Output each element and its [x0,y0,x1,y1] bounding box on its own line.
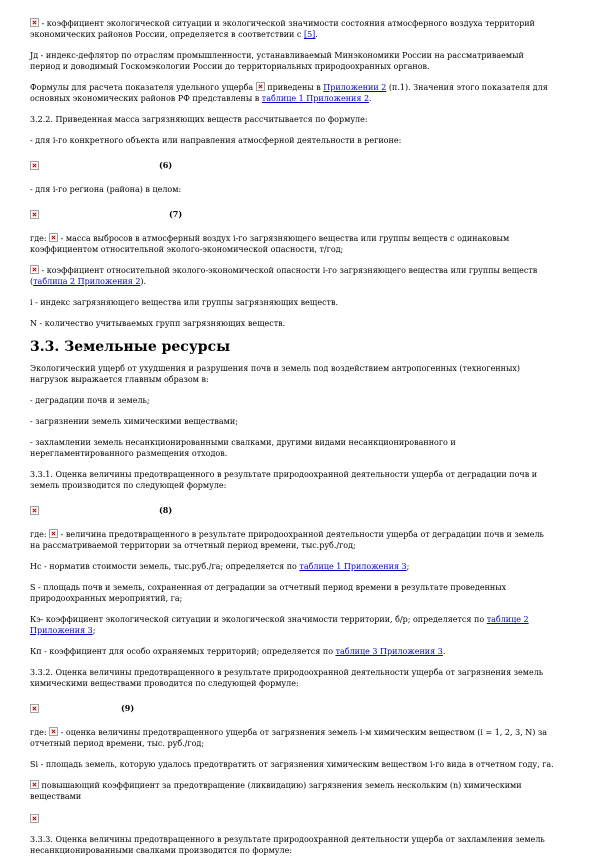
paragraph: S - площадь почв и земель, сохраненная от деградации за отчетный период времени в результате проведенных природоохранных мероприятий, га; [30,583,507,603]
broken-image-icon [30,265,39,274]
paragraph: 3.3.2. Оценка величины предотвращенного в результате природоохранной деятельности ущерба от загрязнения земель химическими веществами проводится по следующей формуле: [30,668,544,688]
paragraph: - коэффициент экологической ситуации и экологической значимости состояния атмосферного воздуха территорий экономических районов России, определяется в соответствии с [5]. [30,19,535,39]
paragraph: - для i-го конкретного объекта или направления атмосферной деятельности в регионе: [30,136,402,145]
table-1-appendix-3-link[interactable]: таблице 1 Приложения 3 [299,562,407,571]
section-heading: 3.3. Земельные ресурсы [30,339,231,355]
paragraph: N - количество учитываемых групп загрязняющих веществ. [30,319,286,328]
table-2-appendix-2-link[interactable]: таблица 2 Приложения 2 [33,277,141,286]
broken-image-icon [30,210,39,219]
paragraph: - загрязнении земель химическими веществами; [30,417,238,426]
table-1-appendix-2-link[interactable]: таблице 1 Приложения 2 [261,94,370,103]
broken-image-icon [49,529,58,538]
table-2-appendix-3-link[interactable]: таблице 2 Приложения 3 [30,615,529,635]
formula-number: (7) [169,208,183,219]
paragraph: 3.3.1. Оценка величины предотвращенного в результате природоохранной деятельности ущерба от деградации почв и земель производится по следующей формуле: [30,470,538,490]
paragraph: Кп - коэффициент для особо охраняемых территорий; определяется по таблице 3 Приложения 3. [30,647,446,656]
paragraph: - коэффициент относительной эколого-экономической опасности i-го загрязняющего вещества или группы веществ (таблица 2 Приложения 2). [30,266,538,286]
paragraph: 3.3.3. Оценка величины предотвращенного в результате природоохранной деятельности ущерба от захламления земель несанкционированными свалками производится по формуле: [30,835,545,855]
paragraph: 3.2.2. Приведенная масса загрязняющих веществ рассчитывается по формуле: [30,115,368,124]
formula-number: (9) [121,702,135,713]
paragraph: Формулы для расчета показателя удельного ущерба приведены в Приложении 2 (п.1). Значения этого показателя для основных экономических районов РФ представлены в таблице 1 Приложения 2. [30,83,548,103]
paragraph: Экологический ущерб от ухудшения и разрушения почв и земель под воздействием антропогенных (техногенных) нагрузок выражается главным образом в: [30,364,520,384]
paragraph: Si - площадь земель, которую удалось предотвратить от загрязнения химическим веществом i-го вида в отчетном году, га. [30,760,554,769]
broken-image-icon [30,704,39,713]
broken-image-icon [30,161,39,170]
formula-7 [30,205,555,223]
paragraph: Jд - индекс-дефлятор по отраслям промышленности, устанавливаемый Минэкономики России на рассматриваемый период и доводимый Госкомэкологии России до территориальных природоохранных органов. [30,51,524,71]
paragraph: - деградации почв и земель; [30,396,150,405]
broken-image-icon [49,727,58,736]
reference-link[interactable]: [5] [303,30,316,39]
broken-image-icon [256,82,265,91]
paragraph: - захламлении земель несанкционированными свалками, другими видами несанкционированного и нерегламентированного размещения отходов. [30,438,456,458]
formula-8 [30,501,555,519]
table-3-appendix-3-link[interactable]: таблице 3 Приложения 3 [335,647,443,656]
broken-image-icon [30,814,39,823]
formula-6 [30,156,555,174]
paragraph: i - индекс загрязняющего вещества или группы загрязняющих веществ. [30,298,339,307]
appendix-2-link[interactable]: Приложении 2 [323,83,387,92]
paragraph: Нс - норматив стоимости земель, тыс.руб./га; определяется по таблице 1 Приложения 3; [30,562,410,571]
paragraph: - для i-го региона (района) в целом: [30,185,182,194]
paragraph: где: - величина предотвращенного в результате природоохранной деятельности ущерба от деградации почв и земель на рассматриваемой территории за отчетный период времени, тыс.руб./год; [30,530,544,550]
broken-image-icon [30,780,39,789]
formula-9 [30,699,555,717]
paragraph: повышающий коэффициент за предотвращение (ликвидацию) загрязнения земель нескольким (n) химическими веществами [30,781,522,801]
paragraph: Кэ- коэффициент экологической ситуации и экологической значимости территории, б/р; определяется по таблице 2 Приложения 3; [30,615,529,635]
formula-number: (6) [159,159,173,170]
broken-image-icon [30,18,39,27]
formula-number: (8) [159,504,173,515]
paragraph: где: - оценка величины предотвращенного ущерба от загрязнения земель i-м химическим веществом (i = 1, 2, 3, N) за отчетный период времени, тыс. руб./год; [30,728,548,748]
formula-10 [30,812,555,824]
broken-image-icon [30,506,39,515]
broken-image-icon [49,233,58,242]
paragraph: где: - масса выбросов в атмосферный воздух i-го загрязняющего вещества или группы веществ с одинаковым коэффициентом относительной эколого-экономической опасности, т/год; [30,234,510,254]
